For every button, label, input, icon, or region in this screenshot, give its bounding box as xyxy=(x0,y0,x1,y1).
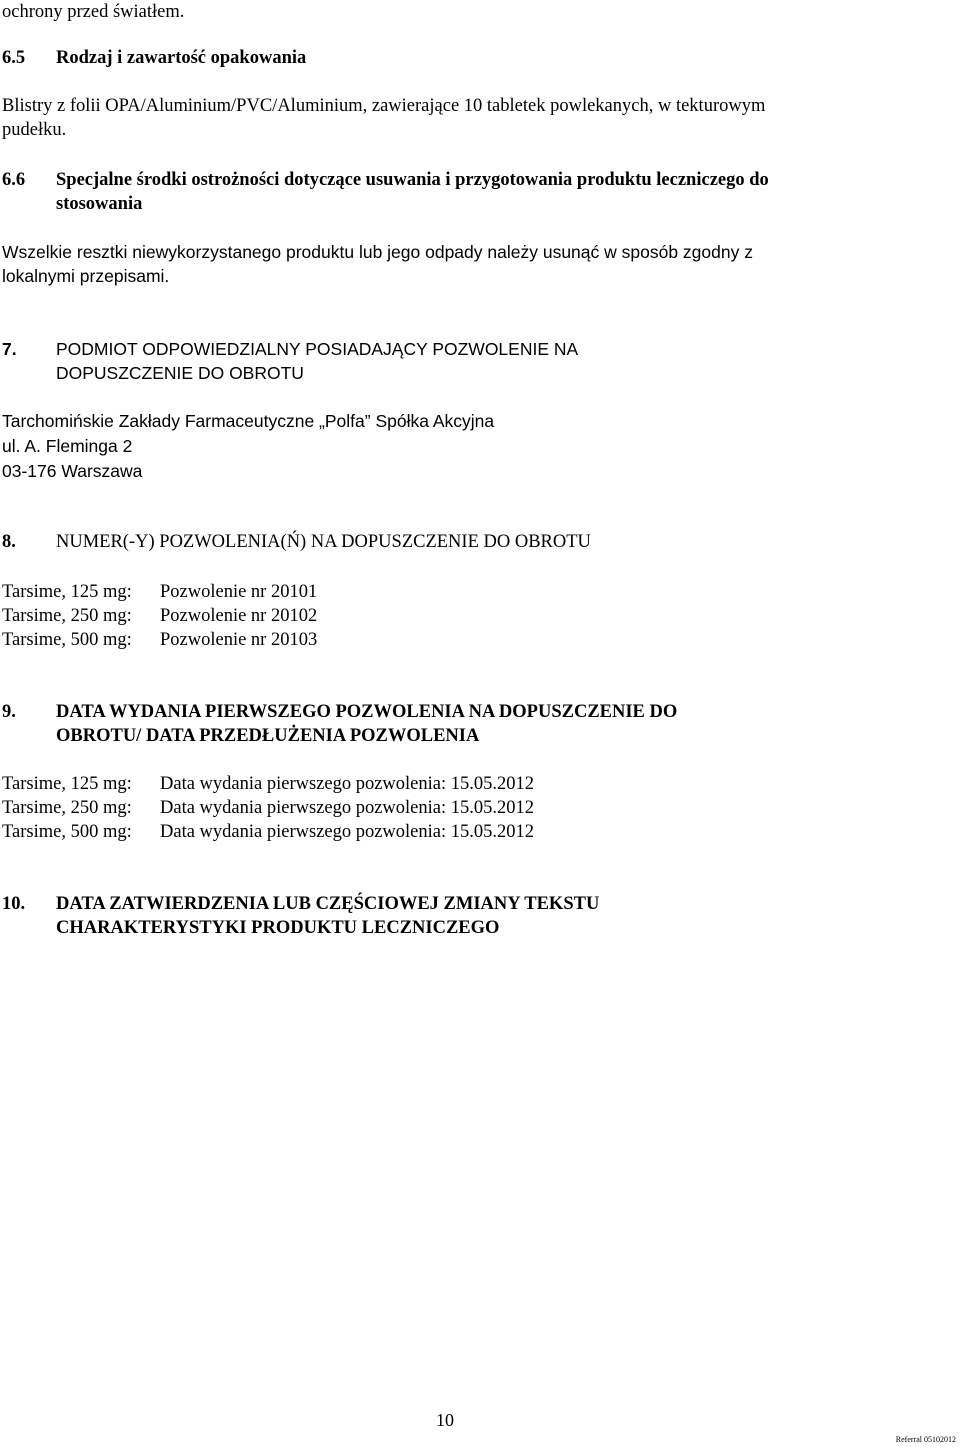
company-city: 03-176 Warszawa xyxy=(2,461,143,481)
company-street: ul. A. Fleminga 2 xyxy=(2,436,133,456)
footer-reference: Referral 05102012 xyxy=(895,1435,956,1444)
section-6-6-number: 6.6 xyxy=(2,170,26,190)
company-name: Tarchomińskie Zakłady Farmaceutyczne „Polfa” Spółka Akcyjna xyxy=(2,411,495,431)
section-6-6-body-line-2: lokalnymi przepisami. xyxy=(2,266,170,286)
section-10-title-line-2: CHARAKTERYSTYKI PRODUKTU LECZNICZEGO xyxy=(56,918,500,938)
date-row xyxy=(2,796,534,820)
section-6-6-title-line-1: Specjalne środki ostrożności dotyczące usuwania i przygotowania produktu leczniczego do xyxy=(56,170,769,190)
authorization-row-label: Tarsime, 250 mg: xyxy=(2,606,132,626)
date-row-value: Data wydania pierwszego pozwolenia: 15.05.2012 xyxy=(160,798,535,818)
section-8-title: NUMER(-Y) POZWOLENIA(Ń) NA DOPUSZCZENIE DO OBROTU xyxy=(56,532,591,552)
section-8-number: 8. xyxy=(2,532,16,552)
section-6-5-heading xyxy=(2,46,306,70)
section-9-title-line-1: DATA WYDANIA PIERWSZEGO POZWOLENIA NA DOPUSZCZENIE DO xyxy=(56,702,678,722)
page-number: 10 xyxy=(436,1410,454,1430)
authorization-row-value: Pozwolenie nr 20101 xyxy=(160,582,318,602)
authorization-row xyxy=(2,604,317,628)
authorization-row-label: Tarsime, 500 mg: xyxy=(2,630,132,650)
authorization-row xyxy=(2,628,317,652)
section-10-number: 10. xyxy=(2,894,26,914)
section-7-heading xyxy=(2,337,578,361)
section-10-title-line-1: DATA ZATWIERDZENIA LUB CZĘŚCIOWEJ ZMIANY TEKSTU xyxy=(56,894,600,914)
section-10-heading xyxy=(2,892,599,916)
section-6-6-body-line-1: Wszelkie resztki niewykorzystanego produktu lub jego odpady należy usunąć w sposób zgodny z xyxy=(2,242,753,262)
section-6-5-body-line-1: Blistry z folii OPA/Aluminium/PVC/Aluminium, zawierające 10 tabletek powlekanych, w tekturowym xyxy=(2,96,766,116)
section-6-5-title: Rodzaj i zawartość opakowania xyxy=(56,48,307,68)
date-row-value: Data wydania pierwszego pozwolenia: 15.05.2012 xyxy=(160,774,535,794)
authorization-row-label: Tarsime, 125 mg: xyxy=(2,582,132,602)
date-row-label: Tarsime, 250 mg: xyxy=(2,798,132,818)
section-9-number: 9. xyxy=(2,702,16,722)
section-9-title-line-2: OBROTU/ DATA PRZEDŁUŻENIA POZWOLENIA xyxy=(56,726,480,746)
section-8-heading xyxy=(2,530,591,554)
section-6-5-number: 6.5 xyxy=(2,48,26,68)
top-continuation-line: ochrony przed światłem. xyxy=(2,2,185,22)
date-row xyxy=(2,820,534,844)
authorization-row-value: Pozwolenie nr 20103 xyxy=(160,630,318,650)
section-6-6-heading xyxy=(2,168,769,192)
date-row-value: Data wydania pierwszego pozwolenia: 15.05.2012 xyxy=(160,822,535,842)
section-7-title-line-2: DOPUSZCZENIE DO OBROTU xyxy=(56,363,304,383)
authorization-row-value: Pozwolenie nr 20102 xyxy=(160,606,318,626)
section-7-title-line-1: PODMIOT ODPOWIEDZIALNY POSIADAJĄCY POZWOLENIE NA xyxy=(56,339,579,359)
date-row xyxy=(2,772,534,796)
date-row-label: Tarsime, 125 mg: xyxy=(2,774,132,794)
date-row-label: Tarsime, 500 mg: xyxy=(2,822,132,842)
authorization-row xyxy=(2,580,317,604)
section-7-number: 7. xyxy=(2,339,17,359)
section-6-5-body-line-2: pudełku. xyxy=(2,120,67,140)
section-9-heading xyxy=(2,700,677,724)
section-6-6-title-line-2: stosowania xyxy=(56,194,143,214)
